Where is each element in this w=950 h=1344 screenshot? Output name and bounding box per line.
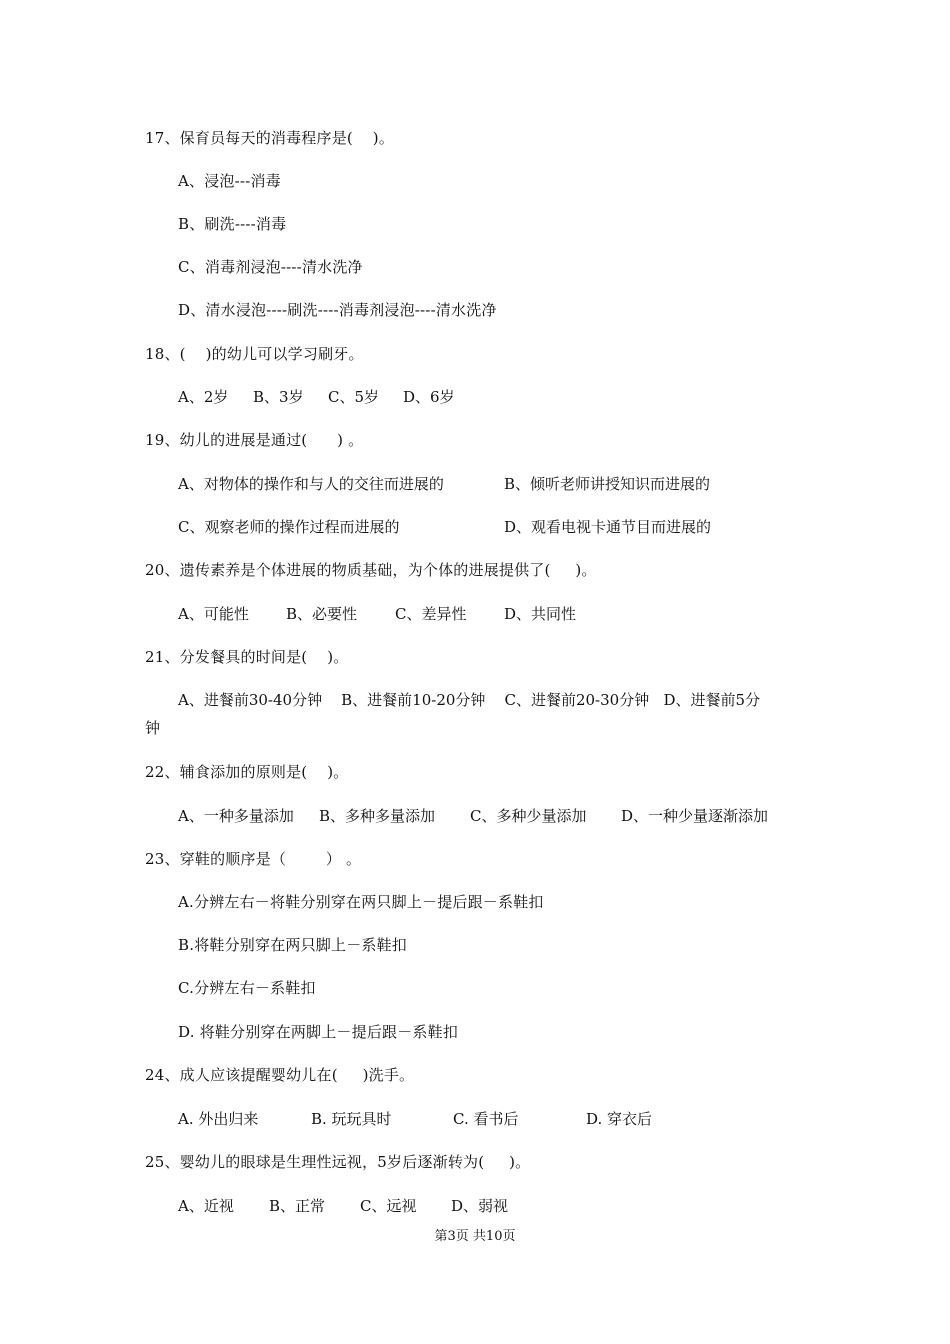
question-18-option-a: A、2岁 bbox=[178, 388, 229, 406]
question-20-stem: 20、遗传素养是个体进展的物质基础，为个体的进展提供了( )。 bbox=[145, 561, 597, 579]
question-25-option-b: B、正常 bbox=[269, 1197, 326, 1215]
question-21-options-continued: 钟 bbox=[145, 719, 161, 737]
question-18-option-d: D、6岁 bbox=[403, 388, 455, 406]
page-number-footer: 第3页 共10页 bbox=[434, 1229, 516, 1244]
question-17-option-d: D、清水浸泡----刷洗----消毒剂浸泡----清水洗净 bbox=[178, 301, 497, 319]
question-20-option-d: D、共同性 bbox=[504, 605, 577, 623]
question-17-option-b: B、刷洗----消毒 bbox=[178, 215, 287, 233]
question-24-option-b: B. 玩玩具时 bbox=[311, 1110, 392, 1128]
question-24-option-c: C. 看书后 bbox=[453, 1110, 519, 1128]
question-19-stem: 19、幼儿的进展是通过( ) 。 bbox=[145, 431, 364, 449]
question-24-option-d: D. 穿衣后 bbox=[586, 1110, 653, 1128]
question-20-option-b: B、必要性 bbox=[286, 605, 358, 623]
question-21-options: A、进餐前30-40分钟 B、进餐前10-20分钟 C、进餐前20-30分钟 D、进餐前5分 bbox=[178, 691, 761, 709]
question-25-option-a: A、近视 bbox=[178, 1197, 234, 1215]
question-23-option-d: D. 将鞋分别穿在两脚上－提后跟－系鞋扣 bbox=[178, 1023, 459, 1041]
question-25-stem: 25、婴幼儿的眼球是生理性远视，5岁后逐渐转为( )。 bbox=[145, 1153, 531, 1171]
question-18-option-b: B、3岁 bbox=[253, 388, 304, 406]
question-25-option-d: D、弱视 bbox=[451, 1197, 509, 1215]
question-25-option-c: C、远视 bbox=[360, 1197, 417, 1215]
question-22-option-b: B、多种多量添加 bbox=[319, 807, 436, 825]
question-24-option-a: A. 外出归来 bbox=[178, 1110, 259, 1128]
question-17-stem: 17、保育员每天的消毒程序是( )。 bbox=[145, 129, 395, 147]
question-23-option-a: A.分辨左右－将鞋分别穿在两只脚上－提后跟－系鞋扣 bbox=[178, 893, 544, 911]
question-19-option-b: B、倾听老师讲授知识而进展的 bbox=[504, 475, 711, 493]
question-22-stem: 22、辅食添加的原则是( )。 bbox=[145, 763, 349, 781]
question-21-stem: 21、分发餐具的时间是( )。 bbox=[145, 648, 349, 666]
question-22-option-a: A、一种多量添加 bbox=[178, 807, 294, 825]
question-19-option-c: C、观察老师的操作过程而进展的 bbox=[178, 518, 400, 536]
question-19-option-a: A、对物体的操作和与人的交往而进展的 bbox=[178, 475, 444, 493]
question-20-option-c: C、差异性 bbox=[395, 605, 467, 623]
question-23-stem: 23、穿鞋的顺序是（ ） 。 bbox=[145, 850, 362, 868]
question-22-option-c: C、多种少量添加 bbox=[470, 807, 587, 825]
question-24-stem: 24、成人应该提醒婴幼儿在( )洗手。 bbox=[145, 1066, 415, 1084]
question-23-option-b: B.将鞋分别穿在两只脚上－系鞋扣 bbox=[178, 936, 407, 954]
question-17-option-c: C、消毒剂浸泡----清水洗净 bbox=[178, 258, 363, 276]
question-18-option-c: C、5岁 bbox=[328, 388, 380, 406]
question-18-stem: 18、( )的幼儿可以学习刷牙。 bbox=[145, 345, 364, 363]
question-17-option-a: A、浸泡---消毒 bbox=[178, 172, 281, 190]
question-23-option-c: C.分辨左右－系鞋扣 bbox=[178, 979, 316, 997]
question-22-option-d: D、一种少量逐渐添加 bbox=[621, 807, 769, 825]
question-20-option-a: A、可能性 bbox=[178, 605, 249, 623]
question-19-option-d: D、观看电视卡通节目而进展的 bbox=[504, 518, 712, 536]
